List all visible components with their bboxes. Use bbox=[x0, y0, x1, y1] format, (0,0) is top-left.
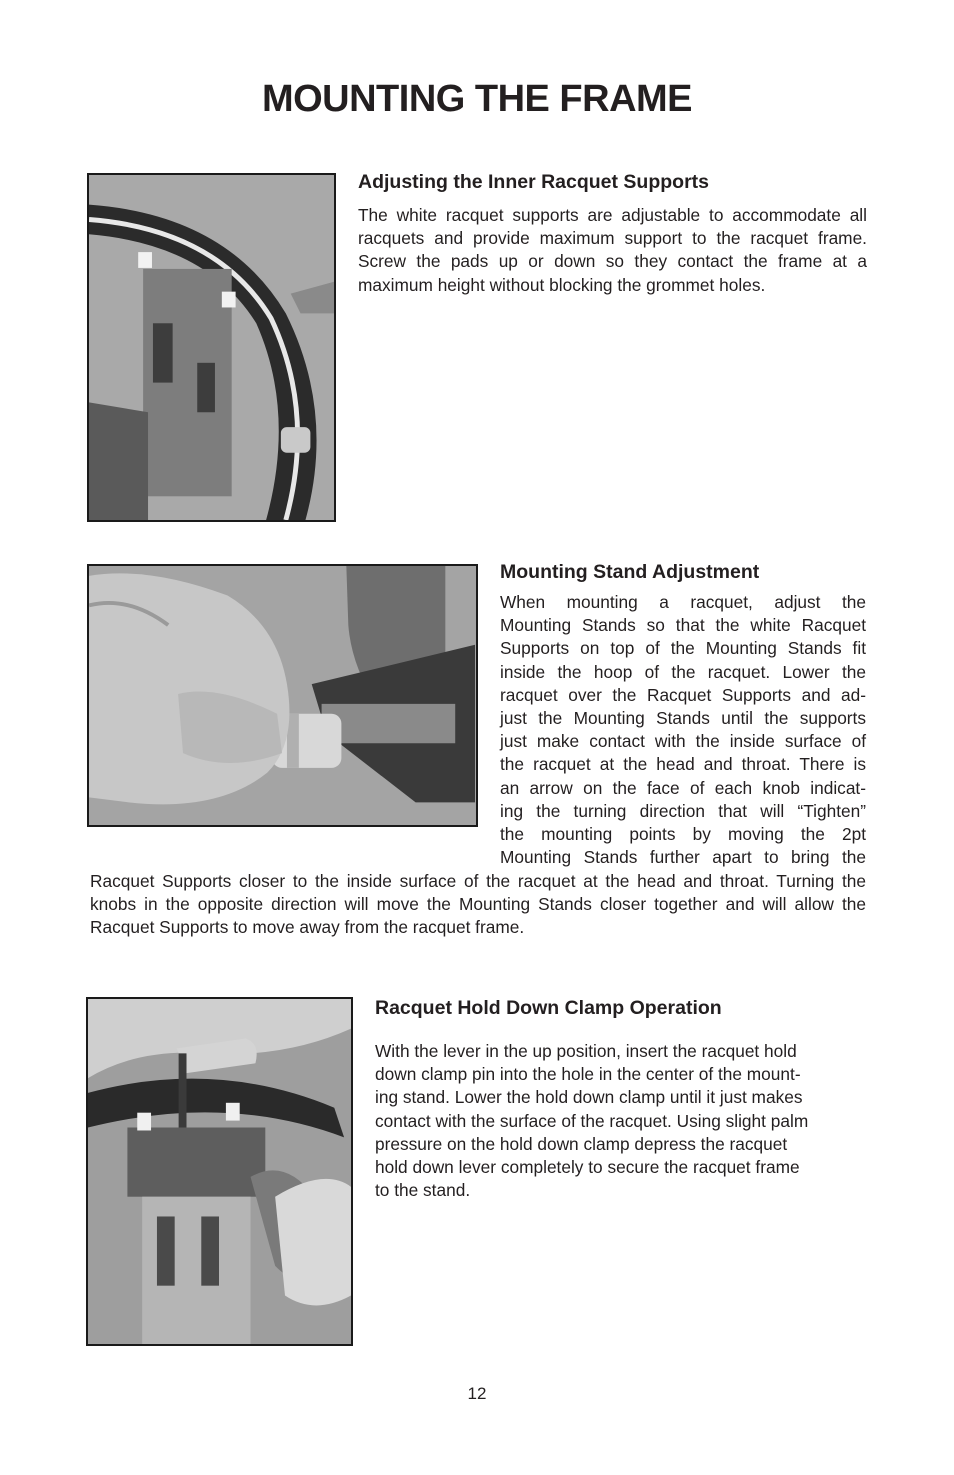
body-line: just make contact with the inside surface of bbox=[500, 731, 866, 752]
body-line: down clamp pin into the hole in the center of the mount- bbox=[375, 1064, 801, 1085]
body-line: With the lever in the up position, insert the racquet hold bbox=[375, 1041, 797, 1061]
section-body-hold-down-clamp bbox=[375, 1040, 867, 1202]
body-line: hold down lever completely to secure the racquet frame bbox=[375, 1157, 800, 1178]
hold-down-clamp-photo bbox=[86, 997, 353, 1346]
section-heading-hold-down-clamp: Racquet Hold Down Clamp Operation bbox=[375, 997, 722, 1019]
racquet-supports-photo bbox=[87, 173, 336, 522]
body-line: When mounting a racquet, adjust the bbox=[500, 592, 866, 612]
body-line: Mounting Stands so that the white Racquet bbox=[500, 615, 866, 636]
body-line: an arrow on the face of each knob indicat- bbox=[500, 777, 866, 798]
body-line: contact with the surface of the racquet. Using slight palm bbox=[375, 1110, 809, 1131]
body-line: the racquet at the head and throat. There is bbox=[500, 754, 866, 775]
body-line: pressure on the hold down clamp depress the racquet bbox=[375, 1133, 788, 1154]
body-line: just the Mounting Stands until the supports bbox=[500, 708, 866, 729]
body-line: the mounting points by moving the 2pt bbox=[500, 824, 866, 845]
section-heading-mounting-stand: Mounting Stand Adjustment bbox=[500, 561, 760, 583]
section-body-mounting-stand bbox=[500, 591, 866, 869]
body-line: to the stand. bbox=[375, 1180, 471, 1201]
mounting-stand-knob-photo bbox=[87, 564, 478, 827]
section-body-mounting-stand-continued: Racquet Supports closer to the inside surface of the racquet at the head and throat. Turning the knobs in the opposite direction will move the Mounting Stands closer together and will allow the Racquet Supports to move away from the racquet frame. bbox=[90, 871, 866, 938]
body-line: racquet over the Racquet Supports and ad- bbox=[500, 684, 866, 705]
page-number: 12 bbox=[467, 1384, 487, 1403]
body-line: Mounting Stands further apart to bring the bbox=[500, 847, 866, 868]
body-line: ing stand. Lower the hold down clamp until it just makes bbox=[375, 1087, 803, 1108]
body-line: ing the turning direction that will “Tighten” bbox=[500, 800, 866, 821]
section-body-racquet-supports: The white racquet supports are adjustable to accommodate all racquets and provide maximum support to the racquet frame. Screw the pads up or down so they contact the frame at a maximum height without blocking the grommet holes. bbox=[358, 205, 867, 295]
section-heading-racquet-supports: Adjusting the Inner Racquet Supports bbox=[358, 171, 710, 193]
body-line: Supports on top of the Mounting Stands fit bbox=[500, 638, 866, 659]
body-line: inside the hoop of the racquet. Lower the bbox=[500, 661, 866, 682]
page-title: MOUNTING THE FRAME bbox=[261, 78, 693, 120]
